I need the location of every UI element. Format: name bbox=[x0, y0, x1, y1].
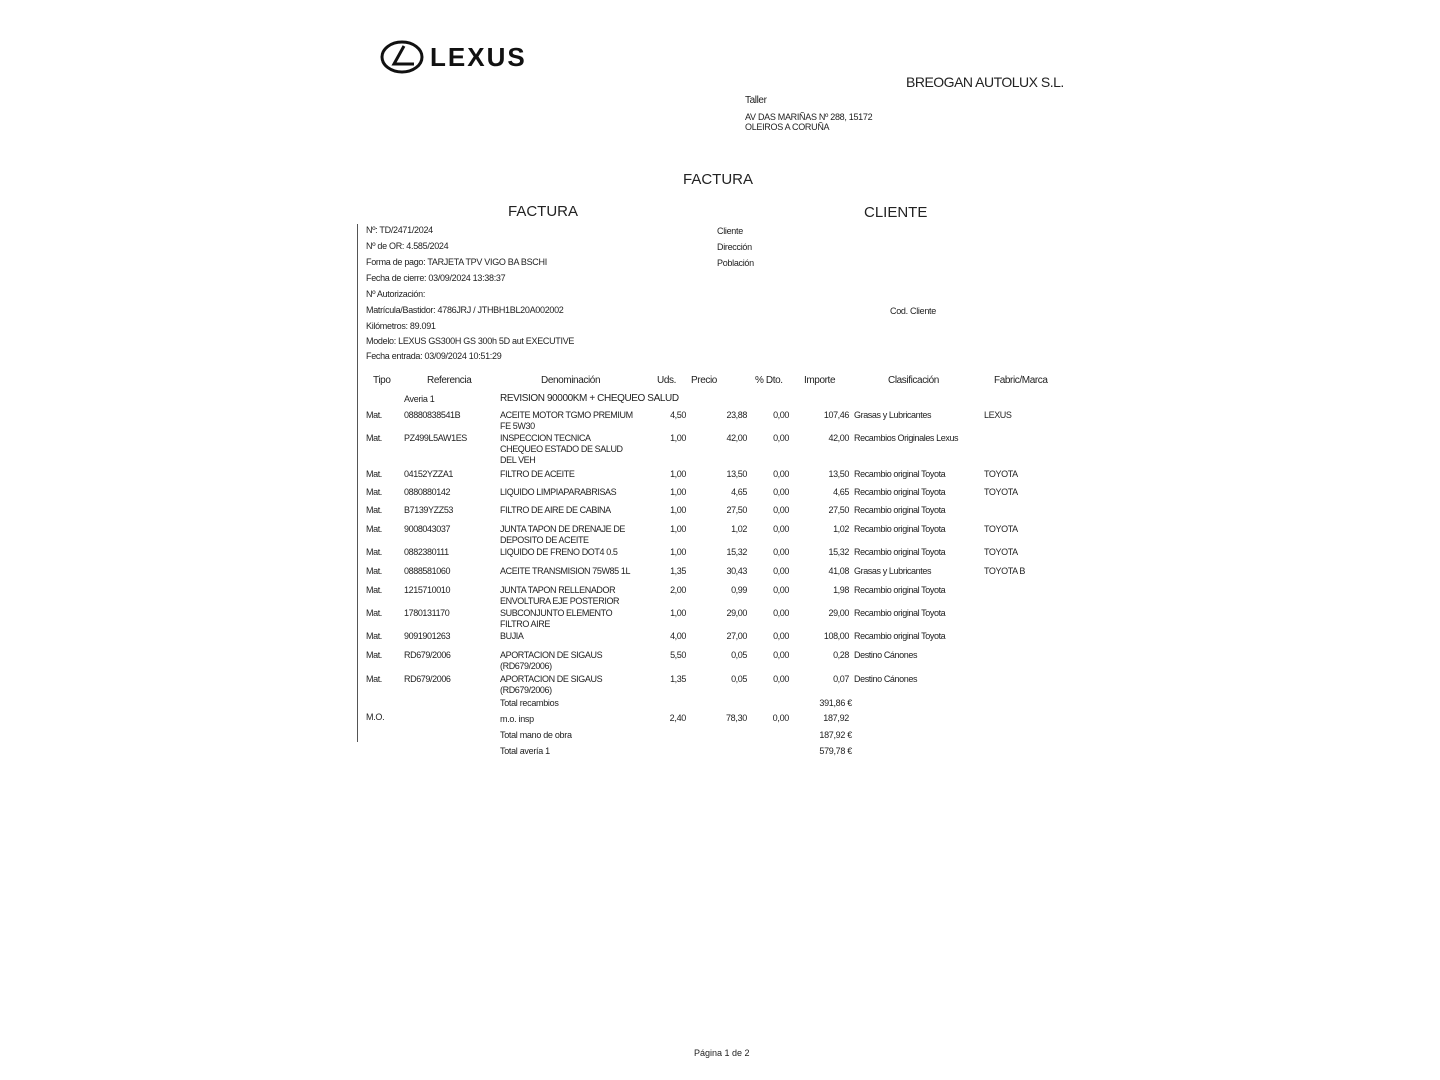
cell-clasificacion: Recambio original Toyota bbox=[854, 487, 946, 497]
cell-clasificacion: Recambio original Toyota bbox=[854, 505, 946, 515]
cell-tipo: Mat. bbox=[366, 650, 382, 660]
cell-denominacion: ENVOLTURA EJE POSTERIOR bbox=[500, 596, 620, 606]
cell-importe: 108,00 bbox=[823, 631, 849, 641]
cell-referencia: 1780131170 bbox=[404, 608, 450, 618]
lexus-logo bbox=[380, 40, 527, 74]
cell-clasificacion: Recambios Originales Lexus bbox=[854, 433, 959, 443]
payment-method: Forma de pago: TARJETA TPV VIGO BA BSCHI bbox=[366, 257, 547, 267]
cell-precio: 23,88 bbox=[726, 410, 747, 420]
cell-dto: 0,00 bbox=[773, 650, 789, 660]
col-header-uds: Uds. bbox=[657, 375, 676, 386]
total-averia-value: 579,78 € bbox=[819, 746, 852, 756]
cell-precio: 0,05 bbox=[731, 650, 747, 660]
cell-denominacion: (RD679/2006) bbox=[500, 661, 552, 671]
cell-dto: 0,00 bbox=[773, 566, 789, 576]
cell-denominacion: JUNTA TAPON RELLENADOR bbox=[500, 585, 616, 595]
taller-block bbox=[745, 95, 872, 132]
cell-clasificacion: Grasas y Lubricantes bbox=[854, 566, 932, 576]
total-parts-label: Total recambios bbox=[500, 698, 559, 708]
cell-tipo: Mat. bbox=[366, 608, 382, 618]
col-header-tipo: Tipo bbox=[373, 375, 391, 386]
cell-importe: 1,02 bbox=[833, 524, 849, 534]
cell-referencia: RD679/2006 bbox=[404, 674, 451, 684]
cell-referencia: PZ499L5AW1ES bbox=[404, 433, 467, 443]
cell-importe: 1,98 bbox=[833, 585, 849, 595]
cell-denominacion: SUBCONJUNTO ELEMENTO bbox=[500, 608, 613, 618]
taller-address-1: AV DAS MARIÑAS Nº 288, 15172 bbox=[745, 112, 873, 122]
cell-precio: 0,99 bbox=[731, 585, 747, 595]
cell-fabricante: TOYOTA bbox=[984, 469, 1018, 479]
cell-referencia: 08880838541B bbox=[404, 410, 461, 420]
cell-uds: 4,00 bbox=[670, 631, 686, 641]
taller-label: Taller bbox=[745, 95, 767, 106]
labor-description: m.o. insp bbox=[500, 714, 534, 724]
page-number: Página 1 de 2 bbox=[694, 1048, 750, 1058]
client-code-label: Cod. Cliente bbox=[890, 306, 936, 316]
cell-referencia: 9091901263 bbox=[404, 631, 451, 641]
cell-tipo: Mat. bbox=[366, 524, 382, 534]
cell-fabricante: LEXUS bbox=[984, 410, 1012, 420]
cell-dto: 0,00 bbox=[773, 433, 789, 443]
cell-fabricante: TOYOTA bbox=[984, 524, 1018, 534]
col-header-precio: Precio bbox=[691, 375, 717, 386]
cell-precio: 1,02 bbox=[731, 524, 747, 534]
cell-dto: 0,00 bbox=[773, 674, 789, 684]
col-header-clasificacion: Clasificación bbox=[888, 375, 939, 386]
cell-uds: 1,00 bbox=[670, 505, 686, 515]
cell-importe: 0,07 bbox=[833, 674, 849, 684]
cell-tipo: Mat. bbox=[366, 585, 382, 595]
averia-description: REVISION 90000KM + CHEQUEO SALUD bbox=[500, 393, 679, 404]
client-label: Cliente bbox=[717, 226, 743, 236]
model: Modelo: LEXUS GS300H GS 300h 5D aut EXECUTIVE bbox=[366, 336, 575, 346]
total-averia-label: Total avería 1 bbox=[500, 746, 550, 756]
cell-denominacion: INSPECCION TECNICA bbox=[500, 433, 591, 443]
cell-clasificacion: Recambio original Toyota bbox=[854, 547, 946, 557]
cell-denominacion: ACEITE TRANSMISION 75W85 1L bbox=[500, 566, 631, 576]
client-heading: CLIENTE bbox=[864, 204, 928, 221]
address-label: Dirección bbox=[717, 242, 752, 252]
cell-denominacion: (RD679/2006) bbox=[500, 685, 552, 695]
cell-referencia: RD679/2006 bbox=[404, 650, 451, 660]
cell-dto: 0,00 bbox=[773, 524, 789, 534]
cell-precio: 4,65 bbox=[731, 487, 747, 497]
cell-precio: 0,05 bbox=[731, 674, 747, 684]
cell-denominacion: APORTACION DE SIGAUS bbox=[500, 650, 603, 660]
cell-dto: 0,00 bbox=[773, 585, 789, 595]
brand-name: LEXUS bbox=[430, 41, 527, 72]
cell-referencia: 0882380111 bbox=[404, 547, 449, 557]
cell-uds: 1,00 bbox=[670, 487, 686, 497]
labor-precio: 78,30 bbox=[725, 713, 747, 723]
left-margin-rule bbox=[357, 224, 358, 742]
cell-uds: 4,50 bbox=[670, 410, 686, 420]
entry-date: Fecha entrada: 03/09/2024 10:51:29 bbox=[366, 351, 502, 361]
cell-denominacion: DEPOSITO DE ACEITE bbox=[500, 535, 589, 545]
cell-importe: 41,08 bbox=[828, 566, 849, 576]
cell-denominacion: FILTRO DE AIRE DE CABINA bbox=[500, 505, 611, 515]
cell-dto: 0,00 bbox=[773, 505, 789, 515]
cell-tipo: Mat. bbox=[366, 674, 382, 684]
close-date: Fecha de cierre: 03/09/2024 13:38:37 bbox=[366, 273, 506, 283]
cell-denominacion: CHEQUEO ESTADO DE SALUD bbox=[500, 444, 623, 454]
cell-uds: 2,00 bbox=[670, 585, 686, 595]
cell-referencia: 1215710010 bbox=[404, 585, 451, 595]
authorization: Nº Autorización: bbox=[366, 289, 426, 299]
averia-label: Averia 1 bbox=[404, 394, 435, 404]
cell-fabricante: TOYOTA bbox=[984, 487, 1018, 497]
cell-denominacion: FILTRO DE ACEITE bbox=[500, 469, 575, 479]
page-title: FACTURA bbox=[683, 171, 754, 188]
cell-tipo: Mat. bbox=[366, 505, 382, 515]
cell-referencia: 0888581060 bbox=[404, 566, 451, 576]
cell-denominacion: JUNTA TAPON DE DRENAJE DE bbox=[500, 524, 626, 534]
cell-tipo: Mat. bbox=[366, 410, 382, 420]
col-header-importe: Importe bbox=[804, 375, 836, 386]
cell-tipo: Mat. bbox=[366, 487, 382, 497]
cell-precio: 30,43 bbox=[726, 566, 747, 576]
cell-tipo: Mat. bbox=[366, 566, 382, 576]
labor-tipo: M.O. bbox=[366, 712, 385, 722]
cell-uds: 1,00 bbox=[670, 547, 686, 557]
col-header-denominacion: Denominación bbox=[541, 375, 601, 386]
cell-clasificacion: Recambio original Toyota bbox=[854, 524, 946, 534]
lexus-emblem-icon bbox=[380, 40, 424, 74]
cell-fabricante: TOYOTA B bbox=[984, 566, 1025, 576]
cell-clasificacion: Destino Cánones bbox=[854, 650, 918, 660]
cell-dto: 0,00 bbox=[773, 608, 789, 618]
cell-tipo: Mat. bbox=[366, 433, 382, 443]
town-label: Población bbox=[717, 258, 754, 268]
cell-precio: 13,50 bbox=[726, 469, 747, 479]
cell-importe: 0,28 bbox=[833, 650, 849, 660]
cell-precio: 42,00 bbox=[726, 433, 747, 443]
cell-precio: 15,32 bbox=[726, 547, 747, 557]
cell-importe: 27,50 bbox=[828, 505, 849, 515]
cell-fabricante: TOYOTA bbox=[984, 547, 1018, 557]
cell-dto: 0,00 bbox=[773, 631, 789, 641]
cell-uds: 1,00 bbox=[670, 608, 686, 618]
cell-clasificacion: Recambio original Toyota bbox=[854, 631, 946, 641]
total-labor-value: 187,92 € bbox=[819, 730, 852, 740]
col-header-dto: % Dto. bbox=[755, 375, 783, 386]
cell-uds: 1,35 bbox=[670, 566, 686, 576]
cell-uds: 1,00 bbox=[670, 469, 686, 479]
total-parts-value: 391,86 € bbox=[819, 698, 852, 708]
cell-dto: 0,00 bbox=[773, 487, 789, 497]
order-number: Nº de OR: 4.585/2024 bbox=[366, 241, 449, 251]
cell-dto: 0,00 bbox=[773, 410, 789, 420]
col-header-referencia: Referencia bbox=[427, 375, 472, 386]
labor-importe: 187,92 bbox=[823, 713, 849, 723]
cell-importe: 15,32 bbox=[828, 547, 849, 557]
cell-referencia: 0880880142 bbox=[404, 487, 451, 497]
cell-denominacion: FE 5W30 bbox=[500, 421, 535, 431]
cell-tipo: Mat. bbox=[366, 547, 382, 557]
cell-denominacion: ACEITE MOTOR TGMO PREMIUM bbox=[500, 410, 633, 420]
invoice-heading: FACTURA bbox=[508, 203, 579, 220]
cell-clasificacion: Recambio original Toyota bbox=[854, 469, 946, 479]
cell-clasificacion: Recambio original Toyota bbox=[854, 608, 946, 618]
taller-address-2: OLEIROS A CORUÑA bbox=[745, 122, 830, 132]
cell-importe: 107,46 bbox=[823, 410, 849, 420]
cell-clasificacion: Destino Cánones bbox=[854, 674, 918, 684]
cell-referencia: B7139YZZ53 bbox=[404, 505, 454, 515]
cell-uds: 1,00 bbox=[670, 524, 686, 534]
plate-vin: Matrícula/Bastidor: 4786JRJ / JTHBH1BL20A002002 bbox=[366, 305, 564, 315]
cell-tipo: Mat. bbox=[366, 469, 382, 479]
cell-dto: 0,00 bbox=[773, 547, 789, 557]
cell-importe: 42,00 bbox=[828, 433, 849, 443]
cell-denominacion: FILTRO AIRE bbox=[500, 619, 550, 629]
cell-referencia: 9008043037 bbox=[404, 524, 451, 534]
cell-dto: 0,00 bbox=[773, 469, 789, 479]
company-name: BREOGAN AUTOLUX S.L. bbox=[906, 74, 1064, 90]
cell-importe: 4,65 bbox=[833, 487, 849, 497]
cell-denominacion: LIQUIDO DE FRENO DOT4 0.5 bbox=[500, 547, 618, 557]
col-header-fabricante: Fabric/Marca bbox=[994, 375, 1048, 386]
cell-clasificacion: Grasas y Lubricantes bbox=[854, 410, 932, 420]
cell-uds: 5,50 bbox=[670, 650, 686, 660]
cell-importe: 29,00 bbox=[828, 608, 849, 618]
cell-uds: 1,00 bbox=[670, 433, 686, 443]
cell-precio: 29,00 bbox=[726, 608, 747, 618]
cell-importe: 13,50 bbox=[828, 469, 849, 479]
cell-clasificacion: Recambio original Toyota bbox=[854, 585, 946, 595]
cell-denominacion: DEL VEH bbox=[500, 455, 536, 465]
cell-precio: 27,50 bbox=[726, 505, 747, 515]
labor-uds: 2,40 bbox=[669, 713, 686, 723]
total-labor-label: Total mano de obra bbox=[500, 730, 572, 740]
cell-denominacion: BUJIA bbox=[500, 631, 524, 641]
cell-referencia: 04152YZZA1 bbox=[404, 469, 454, 479]
labor-dto: 0,00 bbox=[772, 713, 789, 723]
cell-denominacion: LIQUIDO LIMPIAPARABRISAS bbox=[500, 487, 617, 497]
invoice-number: Nº: TD/2471/2024 bbox=[366, 225, 433, 235]
cell-denominacion: APORTACION DE SIGAUS bbox=[500, 674, 603, 684]
cell-tipo: Mat. bbox=[366, 631, 382, 641]
cell-uds: 1,35 bbox=[670, 674, 686, 684]
kilometers: Kilómetros: 89.091 bbox=[366, 321, 436, 331]
cell-precio: 27,00 bbox=[726, 631, 747, 641]
